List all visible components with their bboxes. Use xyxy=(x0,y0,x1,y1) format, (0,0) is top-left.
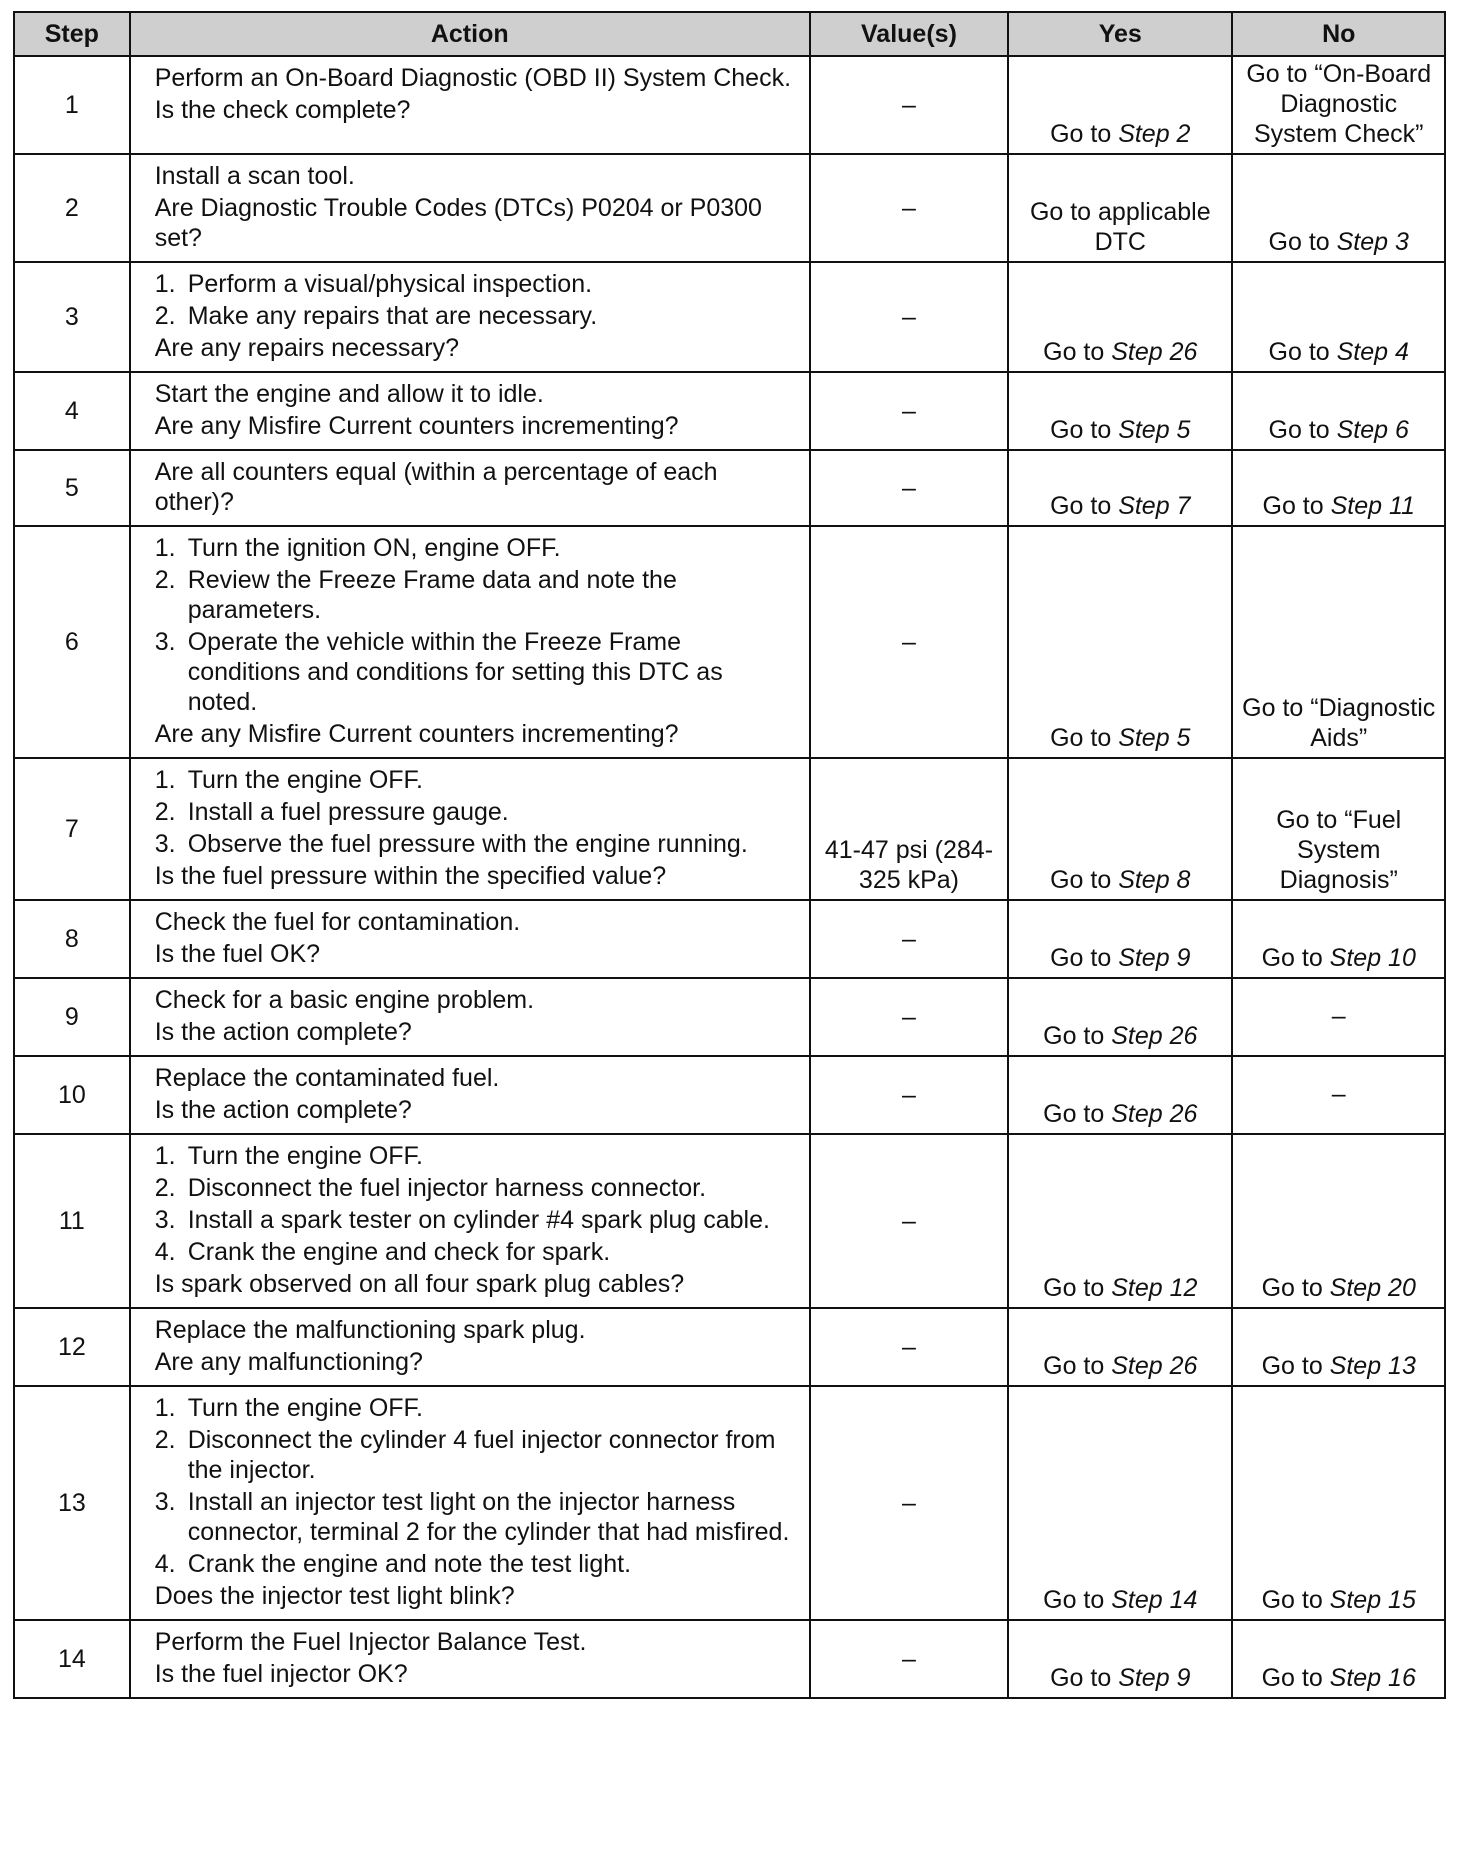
goto-step-ref: Step 9 xyxy=(1118,1664,1191,1692)
step-number: 8 xyxy=(14,900,130,978)
action-text: Is the action complete? xyxy=(154,1096,412,1124)
goto-prefix: Go to “Fuel System Diagnosis” xyxy=(1276,806,1402,894)
item-number: 2. xyxy=(154,566,176,594)
action-numbered-item xyxy=(155,765,795,795)
yes-cell xyxy=(1008,1386,1232,1620)
action-cell xyxy=(130,1134,810,1308)
action-text: Perform an On-Board Diagnostic (OBD II) System Check. xyxy=(154,64,792,92)
step-number: 9 xyxy=(14,978,130,1056)
action-cell xyxy=(130,758,810,900)
header-action: Action xyxy=(130,12,810,56)
goto-prefix: Go to xyxy=(1043,1352,1112,1380)
step-number: 12 xyxy=(14,1308,130,1386)
goto-step-ref: Step 14 xyxy=(1111,1586,1198,1614)
step-number: 4 xyxy=(14,372,130,450)
goto-step-ref: Step 15 xyxy=(1329,1586,1416,1614)
yes-cell xyxy=(1008,900,1232,978)
item-number: 2. xyxy=(154,1426,176,1454)
value-cell: – xyxy=(810,1308,1008,1386)
item-number: 1. xyxy=(154,270,176,298)
goto-prefix: Go to xyxy=(1043,1274,1112,1302)
item-number: 2. xyxy=(154,302,176,330)
action-text: Replace the malfunctioning spark plug. xyxy=(154,1316,586,1344)
value-cell: – xyxy=(810,372,1008,450)
item-number: 1. xyxy=(154,1142,176,1170)
goto-step-ref: Step 16 xyxy=(1329,1664,1416,1692)
step-number: 13 xyxy=(14,1386,130,1620)
header-no: No xyxy=(1232,12,1445,56)
no-cell xyxy=(1232,758,1445,900)
header-row xyxy=(14,12,1445,56)
value-cell: – xyxy=(810,450,1008,526)
action-numbered-item xyxy=(155,565,795,625)
goto-prefix: Go to xyxy=(1262,492,1331,520)
goto-prefix: Go to xyxy=(1261,1274,1330,1302)
action-text: Is the fuel pressure within the specified value? xyxy=(154,862,667,890)
no-cell xyxy=(1232,56,1445,154)
goto-prefix: – xyxy=(1331,1080,1346,1108)
action-numbered-item xyxy=(155,1487,795,1547)
goto-step-ref: Step 3 xyxy=(1336,228,1409,256)
table-row xyxy=(14,1620,1445,1698)
step-number: 5 xyxy=(14,450,130,526)
goto-prefix: Go to “Diagnostic Aids” xyxy=(1242,694,1436,752)
action-cell xyxy=(130,154,810,262)
action-numbered-item xyxy=(155,533,795,563)
table-row xyxy=(14,1386,1445,1620)
goto-step-ref: Step 7 xyxy=(1118,492,1191,520)
goto-prefix: – xyxy=(1331,1002,1346,1030)
yes-cell xyxy=(1008,1134,1232,1308)
step-number: 11 xyxy=(14,1134,130,1308)
step-number: 14 xyxy=(14,1620,130,1698)
header-step: Step xyxy=(14,12,130,56)
action-numbered-item xyxy=(155,1237,795,1267)
action-text: Start the engine and allow it to idle. xyxy=(154,380,544,408)
value-cell: – xyxy=(810,900,1008,978)
goto-prefix: Go to xyxy=(1050,492,1119,520)
table-row xyxy=(14,1308,1445,1386)
action-text: Replace the contaminated fuel. xyxy=(154,1064,500,1092)
item-text: Review the Freeze Frame data and note the parameters. xyxy=(187,566,677,624)
goto-prefix: Go to xyxy=(1050,1664,1119,1692)
table-row xyxy=(14,450,1445,526)
goto-prefix: Go to xyxy=(1268,338,1337,366)
goto-step-ref: Step 26 xyxy=(1111,338,1198,366)
goto-step-ref: Step 26 xyxy=(1111,1022,1198,1050)
no-cell xyxy=(1232,526,1445,758)
action-cell xyxy=(130,56,810,154)
goto-step-ref: Step 20 xyxy=(1329,1274,1416,1302)
goto-step-ref: Step 5 xyxy=(1118,724,1191,752)
action-text: Are any Misfire Current counters incrementing? xyxy=(154,412,679,440)
item-text: Observe the fuel pressure with the engine running. xyxy=(187,830,748,858)
goto-prefix: Go to “On-Board Diagnostic System Check” xyxy=(1246,60,1432,148)
goto-step-ref: Step 6 xyxy=(1336,416,1409,444)
item-text: Make any repairs that are necessary. xyxy=(187,302,598,330)
goto-step-ref: Step 26 xyxy=(1111,1100,1198,1128)
action-text: Are Diagnostic Trouble Codes (DTCs) P0204 or P0300 set? xyxy=(154,194,762,252)
goto-prefix: Go to xyxy=(1043,1586,1112,1614)
no-cell xyxy=(1232,1308,1445,1386)
step-number: 7 xyxy=(14,758,130,900)
goto-prefix: Go to xyxy=(1268,228,1337,256)
step-number: 3 xyxy=(14,262,130,372)
action-text: Are any repairs necessary? xyxy=(154,334,460,362)
item-text: Turn the ignition ON, engine OFF. xyxy=(187,534,561,562)
action-cell xyxy=(130,1620,810,1698)
action-numbered-item xyxy=(155,1393,795,1423)
table-row xyxy=(14,526,1445,758)
action-numbered-item xyxy=(155,301,795,331)
no-cell xyxy=(1232,372,1445,450)
value-cell: – xyxy=(810,1134,1008,1308)
item-text: Turn the engine OFF. xyxy=(187,766,424,794)
table-row xyxy=(14,1056,1445,1134)
item-number: 1. xyxy=(154,1394,176,1422)
item-number: 2. xyxy=(154,1174,176,1202)
action-text: Does the injector test light blink? xyxy=(154,1582,515,1610)
no-cell xyxy=(1232,1386,1445,1620)
action-cell xyxy=(130,1056,810,1134)
item-number: 3. xyxy=(154,830,176,858)
action-text: Are any Misfire Current counters incrementing? xyxy=(154,720,679,748)
step-number: 1 xyxy=(14,56,130,154)
yes-cell xyxy=(1008,1308,1232,1386)
value-cell: – xyxy=(810,56,1008,154)
item-number: 4. xyxy=(154,1550,176,1578)
diagnostic-table-page xyxy=(13,11,1446,1699)
action-text: Check for a basic engine problem. xyxy=(154,986,535,1014)
goto-step-ref: Step 5 xyxy=(1118,416,1191,444)
goto-prefix: Go to xyxy=(1050,724,1119,752)
item-text: Install a fuel pressure gauge. xyxy=(187,798,509,826)
action-numbered-item xyxy=(155,269,795,299)
action-numbered-item xyxy=(155,1425,795,1485)
goto-step-ref: Step 10 xyxy=(1329,944,1416,972)
item-text: Perform a visual/physical inspection. xyxy=(187,270,593,298)
table-row xyxy=(14,900,1445,978)
item-number: 3. xyxy=(154,628,176,656)
action-numbered-item xyxy=(155,1549,795,1579)
goto-step-ref: Step 8 xyxy=(1118,866,1191,894)
no-cell xyxy=(1232,1056,1445,1134)
item-number: 2. xyxy=(154,798,176,826)
goto-prefix: Go to xyxy=(1261,1586,1330,1614)
goto-prefix: Go to xyxy=(1043,1022,1112,1050)
action-cell xyxy=(130,450,810,526)
value-cell: 41-47 psi (284-325 kPa) xyxy=(810,758,1008,900)
yes-cell xyxy=(1008,978,1232,1056)
no-cell xyxy=(1232,1134,1445,1308)
no-cell xyxy=(1232,900,1445,978)
table-row xyxy=(14,978,1445,1056)
item-number: 1. xyxy=(154,534,176,562)
goto-step-ref: Step 26 xyxy=(1111,1352,1198,1380)
header-values: Value(s) xyxy=(810,12,1008,56)
action-cell xyxy=(130,900,810,978)
value-cell: – xyxy=(810,978,1008,1056)
action-text: Are any malfunctioning? xyxy=(154,1348,423,1376)
goto-step-ref: Step 12 xyxy=(1111,1274,1198,1302)
goto-prefix: Go to xyxy=(1043,1100,1112,1128)
table-row xyxy=(14,154,1445,262)
yes-cell xyxy=(1008,1056,1232,1134)
item-number: 1. xyxy=(154,766,176,794)
no-cell xyxy=(1232,978,1445,1056)
no-cell xyxy=(1232,1620,1445,1698)
diagnostic-table xyxy=(13,11,1446,1699)
goto-prefix: Go to xyxy=(1050,944,1119,972)
action-text: Check the fuel for contamination. xyxy=(154,908,521,936)
value-cell: – xyxy=(810,526,1008,758)
action-text: Is the fuel OK? xyxy=(154,940,321,968)
yes-cell xyxy=(1008,372,1232,450)
goto-prefix: Go to xyxy=(1050,866,1119,894)
goto-prefix: Go to xyxy=(1261,1664,1330,1692)
yes-cell xyxy=(1008,758,1232,900)
table-row xyxy=(14,1134,1445,1308)
value-cell: – xyxy=(810,1386,1008,1620)
yes-cell xyxy=(1008,56,1232,154)
action-cell xyxy=(130,526,810,758)
step-number: 6 xyxy=(14,526,130,758)
item-text: Disconnect the fuel injector harness connector. xyxy=(187,1174,707,1202)
header-yes: Yes xyxy=(1008,12,1232,56)
action-text: Is the action complete? xyxy=(154,1018,412,1046)
goto-prefix: Go to xyxy=(1261,944,1330,972)
goto-prefix: Go to xyxy=(1261,1352,1330,1380)
yes-cell xyxy=(1008,526,1232,758)
no-cell xyxy=(1232,262,1445,372)
action-numbered-item xyxy=(155,1205,795,1235)
item-number: 3. xyxy=(154,1488,176,1516)
value-cell: – xyxy=(810,154,1008,262)
goto-step-ref: Step 2 xyxy=(1118,120,1191,148)
value-cell: – xyxy=(810,262,1008,372)
table-body xyxy=(14,56,1445,1698)
action-text: Is the fuel injector OK? xyxy=(154,1660,408,1688)
action-numbered-item xyxy=(155,1141,795,1171)
item-text: Operate the vehicle within the Freeze Frame conditions and conditions for setting this DTC as noted. xyxy=(187,628,723,716)
item-text: Crank the engine and note the test light. xyxy=(187,1550,632,1578)
item-number: 3. xyxy=(154,1206,176,1234)
table-row xyxy=(14,262,1445,372)
item-number: 4. xyxy=(154,1238,176,1266)
step-number: 10 xyxy=(14,1056,130,1134)
table-row xyxy=(14,56,1445,154)
item-text: Turn the engine OFF. xyxy=(187,1394,424,1422)
action-numbered-item xyxy=(155,829,795,859)
item-text: Disconnect the cylinder 4 fuel injector connector from the injector. xyxy=(187,1426,776,1484)
yes-cell xyxy=(1008,450,1232,526)
action-text: Perform the Fuel Injector Balance Test. xyxy=(154,1628,587,1656)
action-text: Is spark observed on all four spark plug cables? xyxy=(154,1270,685,1298)
goto-prefix: Go to applicable DTC xyxy=(1029,198,1211,256)
yes-cell xyxy=(1008,154,1232,262)
goto-step-ref: Step 13 xyxy=(1329,1352,1416,1380)
value-cell: – xyxy=(810,1056,1008,1134)
goto-prefix: Go to xyxy=(1050,416,1119,444)
goto-prefix: Go to xyxy=(1043,338,1112,366)
table-row xyxy=(14,372,1445,450)
action-cell xyxy=(130,978,810,1056)
goto-step-ref: Step 4 xyxy=(1336,338,1409,366)
goto-prefix: Go to xyxy=(1268,416,1337,444)
action-numbered-item xyxy=(155,1173,795,1203)
no-cell xyxy=(1232,154,1445,262)
yes-cell xyxy=(1008,262,1232,372)
table-row xyxy=(14,758,1445,900)
item-text: Install an injector test light on the injector harness connector, terminal 2 for the cylinder that had misfired. xyxy=(187,1488,790,1546)
action-cell xyxy=(130,262,810,372)
item-text: Install a spark tester on cylinder #4 spark plug cable. xyxy=(187,1206,770,1234)
goto-step-ref: Step 9 xyxy=(1118,944,1191,972)
item-text: Crank the engine and check for spark. xyxy=(187,1238,611,1266)
goto-step-ref: Step 11 xyxy=(1330,492,1415,520)
action-text: Install a scan tool. xyxy=(154,162,355,190)
item-text: Turn the engine OFF. xyxy=(187,1142,424,1170)
action-numbered-item xyxy=(155,627,795,717)
action-text: Are all counters equal (within a percentage of each other)? xyxy=(154,458,718,516)
action-cell xyxy=(130,1308,810,1386)
action-numbered-item xyxy=(155,797,795,827)
action-text: Is the check complete? xyxy=(154,96,411,124)
goto-prefix: Go to xyxy=(1050,120,1119,148)
no-cell xyxy=(1232,450,1445,526)
action-cell xyxy=(130,372,810,450)
action-cell xyxy=(130,1386,810,1620)
value-cell: – xyxy=(810,1620,1008,1698)
step-number: 2 xyxy=(14,154,130,262)
yes-cell xyxy=(1008,1620,1232,1698)
